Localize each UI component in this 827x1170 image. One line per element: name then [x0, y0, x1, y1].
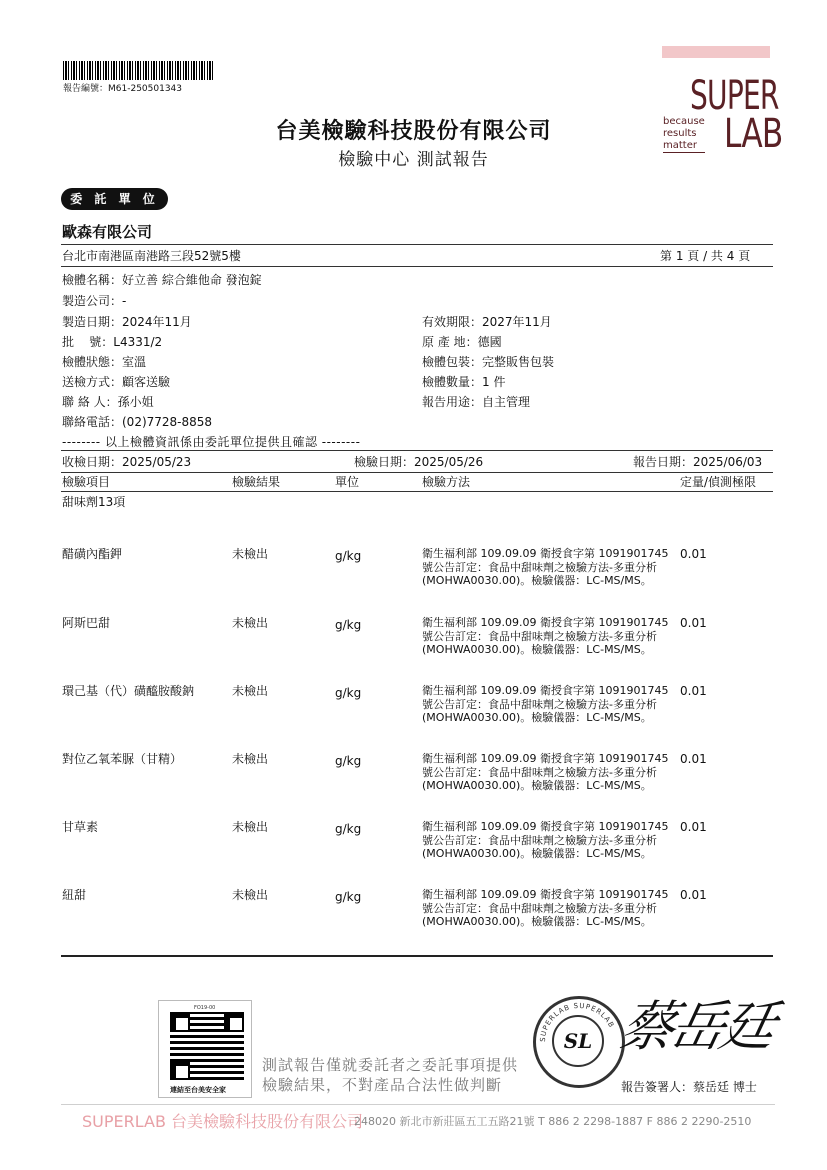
row-limit: 0.01: [680, 820, 707, 834]
sample-phone: 聯絡電話：(02)7728-8858: [62, 415, 213, 429]
row-result: 未檢出: [232, 888, 269, 902]
row-method: 衛生福利部 109.09.09 衛授食字第 1091901745 號公告訂定：食品中甜味劑之檢驗方法-多重分析 (MOHWA0030.00)。檢驗儀器：LC-MS/MS。: [422, 820, 669, 860]
sample-name: 檢體名稱：好立善 綜合維他命 發泡錠: [62, 273, 262, 287]
row-method: 衛生福利部 109.09.09 衛授食字第 1091901745 號公告訂定：食品中甜味劑之檢驗方法-多重分析 (MOHWA0030.00)。檢驗儀器：LC-MS/MS。: [422, 616, 669, 656]
row-method: 衛生福利部 109.09.09 衛授食字第 1091901745 號公告訂定：食品中甜味劑之檢驗方法-多重分析 (MOHWA0030.00)。檢驗儀器：LC-MS/MS。: [422, 888, 669, 928]
row-item: 甘草素: [62, 820, 99, 834]
row-limit: 0.01: [680, 752, 707, 766]
row-unit: g/kg: [335, 686, 362, 700]
divider: [61, 266, 773, 267]
client-name: 歐森有限公司: [62, 223, 153, 241]
logo-tagline: because results matter: [663, 116, 705, 151]
row-result: 未檢出: [232, 684, 269, 698]
table-group-label: 甜味劑13項: [62, 495, 126, 509]
row-unit: g/kg: [335, 618, 362, 632]
row-limit: 0.01: [680, 684, 707, 698]
row-result: 未檢出: [232, 616, 269, 630]
sample-purpose: 報告用途：自主管理: [422, 395, 531, 409]
svg-text:SUPERLAB SUPERLAB: SUPERLAB SUPERLAB: [538, 1001, 616, 1043]
row-method: 衛生福利部 109.09.09 衛授食字第 1091901745 號公告訂定：食品中甜味劑之檢驗方法-多重分析 (MOHWA0030.00)。檢驗儀器：LC-MS/MS。: [422, 684, 669, 724]
sample-delivery: 送檢方式：顧客送驗: [62, 375, 171, 389]
row-item: 對位乙氧苯脲（甘精）: [62, 752, 183, 766]
disclaimer-line-1: 測試報告僅就委託者之委託事項提供: [262, 1056, 519, 1074]
sample-manufacturer: 製造公司：-: [62, 294, 127, 308]
sample-origin: 原 產 地：德國: [422, 335, 502, 349]
row-limit: 0.01: [680, 888, 707, 902]
divider: [61, 472, 773, 473]
signer-name: 報告簽署人：蔡岳廷 博士: [621, 1080, 757, 1094]
sample-mfg-date: 製造日期：2024年11月: [62, 315, 192, 329]
divider: [61, 244, 773, 245]
date-received: 收檢日期：2025/05/23: [62, 455, 192, 469]
col-header-result: 檢驗結果: [232, 475, 281, 489]
row-item: 阿斯巴甜: [62, 616, 111, 630]
sample-contact: 聯 絡 人：孫小姐: [62, 395, 154, 409]
divider: [61, 450, 773, 451]
page-number: 第 1 頁 / 共 4 頁: [660, 249, 751, 263]
row-method: 衛生福利部 109.09.09 衛授食字第 1091901745 號公告訂定：食品中甜味劑之檢驗方法-多重分析 (MOHWA0030.00)。檢驗儀器：LC-MS/MS。: [422, 752, 669, 792]
col-header-unit: 單位: [335, 475, 360, 489]
logo-super: SUPER: [690, 73, 779, 119]
sample-state: 檢體狀態：室溫: [62, 355, 147, 369]
row-unit: g/kg: [335, 549, 362, 563]
date-tested: 檢驗日期：2025/05/26: [354, 455, 484, 469]
col-header-item: 檢驗項目: [62, 475, 111, 489]
row-method: 衛生福利部 109.09.09 衛授食字第 1091901745 號公告訂定：食品中甜味劑之檢驗方法-多重分析 (MOHWA0030.00)。檢驗儀器：LC-MS/MS。: [422, 547, 669, 587]
row-result: 未檢出: [232, 820, 269, 834]
row-result: 未檢出: [232, 547, 269, 561]
qr-finder-icon: [174, 1016, 190, 1032]
row-unit: g/kg: [335, 754, 362, 768]
row-item: 醋磺內酯鉀: [62, 547, 123, 561]
logo-lab: LAB: [724, 111, 783, 157]
col-header-method: 檢驗方法: [422, 475, 471, 489]
footer-address: 248020 新北市新莊區五工五路21號 T 886 2 2298-1887 F 886 2 2290-2510: [354, 1115, 752, 1128]
sample-quantity: 檢體數量：1 件: [422, 375, 506, 389]
client-section-label: 委 託 單 位: [61, 188, 168, 210]
row-item: 環己基（代）磺醯胺酸鈉: [62, 684, 195, 698]
footer-brand: SUPERLAB 台美檢驗科技股份有限公司: [82, 1112, 364, 1131]
row-item: 紐甜: [62, 888, 87, 902]
report-subtitle: 檢驗中心 測試報告: [338, 150, 489, 170]
disclaimer-line-2: 檢驗結果，不對產品合法性做判斷: [262, 1076, 503, 1094]
divider: [61, 491, 773, 492]
qr-finder-icon: [228, 1016, 244, 1032]
sample-expiry: 有效期限：2027年11月: [422, 315, 552, 329]
row-unit: g/kg: [335, 822, 362, 836]
report-number: 報告編號：M61-250501343: [63, 84, 182, 94]
handwritten-signature: 蔡岳廷: [614, 995, 778, 1058]
qr-finder-icon: [174, 1064, 190, 1080]
seal-center: SL: [552, 1015, 604, 1067]
logo-bar: [662, 46, 770, 58]
client-address: 台北市南港區南港路三段52號5樓: [62, 249, 241, 263]
company-title: 台美檢驗科技股份有限公司: [275, 119, 552, 144]
qr-form-code: FO19-00: [194, 1005, 216, 1011]
row-limit: 0.01: [680, 616, 707, 630]
sample-packaging: 檢體包裝：完整販售包裝: [422, 355, 555, 369]
sample-lot: 批 號：L4331/2: [62, 335, 163, 349]
qr-caption: 連結至台美安全家: [170, 1086, 226, 1094]
footer-divider: [61, 1104, 775, 1105]
barcode: [63, 61, 213, 80]
row-unit: g/kg: [335, 890, 362, 904]
info-separator: -------- 以上檢體資訊係由委託單位提供且確認 --------: [62, 435, 361, 449]
table-end-divider: [61, 955, 773, 957]
date-report: 報告日期：2025/06/03: [633, 455, 763, 469]
row-limit: 0.01: [680, 547, 707, 561]
col-header-limit: 定量/偵測極限: [680, 475, 757, 489]
row-result: 未檢出: [232, 752, 269, 766]
